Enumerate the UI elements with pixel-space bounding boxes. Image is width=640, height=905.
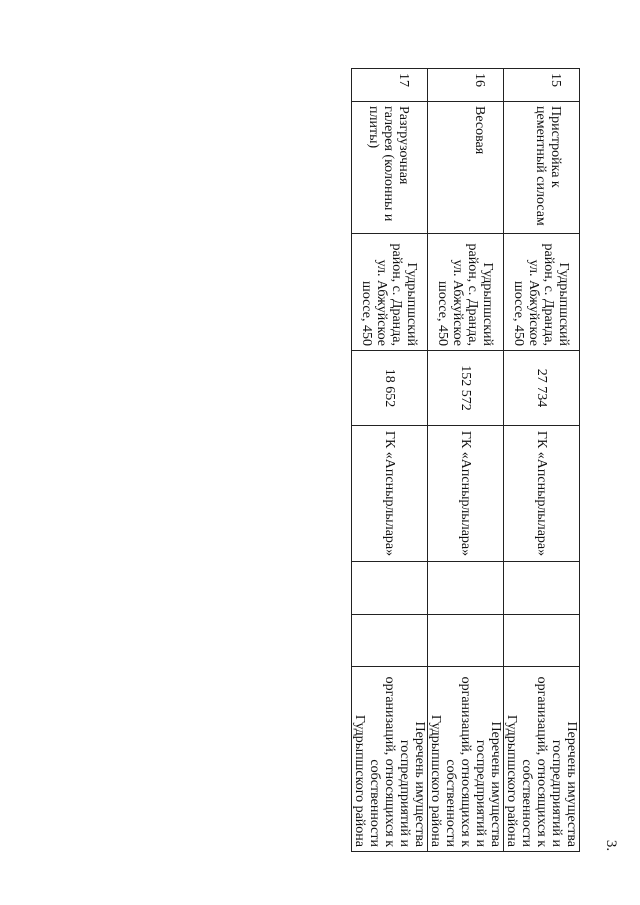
object-holder: ГК «Апснырлылара» xyxy=(428,426,504,562)
row-number: 16 xyxy=(428,69,504,102)
object-area: 27 734 xyxy=(504,351,580,426)
empty-cell xyxy=(352,562,428,615)
empty-cell xyxy=(504,562,580,615)
object-area: 152 572 xyxy=(428,351,504,426)
table-row xyxy=(352,69,428,852)
property-table-sheet xyxy=(352,68,580,851)
object-holder: ГК «Апснырлылара» xyxy=(504,426,580,562)
row-number: 17 xyxy=(352,69,428,102)
empty-cell xyxy=(428,615,504,667)
empty-cell xyxy=(352,615,428,667)
empty-cell xyxy=(428,562,504,615)
object-ownership: Перечень имущества госпредприятий и организаций, относящихся к собственности Гудрыпшского района xyxy=(428,667,504,852)
object-address: Гудрыпшский район, с. Дранда, ул. Абжуйское шоссе, 450 xyxy=(428,234,504,351)
object-name: Разгрузочная галерея (колонны и плиты) xyxy=(352,102,428,234)
object-holder: ГК «Апснырлылара» xyxy=(352,426,428,562)
table-row xyxy=(428,69,504,852)
object-ownership: Перечень имущества госпредприятий и организаций, относящихся к собственности Гудрыпшского района xyxy=(504,667,580,852)
object-area: 18 652 xyxy=(352,351,428,426)
object-address: Гудрыпшский район, с. Дранда, ул. Абжуйское шоссе, 450 xyxy=(352,234,428,351)
object-address: Гудрыпшский район, с. Дранда, ул. Абжуйское шоссе, 450 xyxy=(504,234,580,351)
property-table xyxy=(351,68,580,852)
row-number: 15 xyxy=(504,69,580,102)
empty-cell xyxy=(504,615,580,667)
object-ownership: Перечень имущества госпредприятий и организаций, относящихся к собственности Гудрыпшского района xyxy=(352,667,428,852)
table-row xyxy=(504,69,580,852)
object-name: Весовая xyxy=(428,102,504,234)
page-number: 3. xyxy=(603,839,620,852)
object-name: Пристройка к цементный силосам xyxy=(504,102,580,234)
